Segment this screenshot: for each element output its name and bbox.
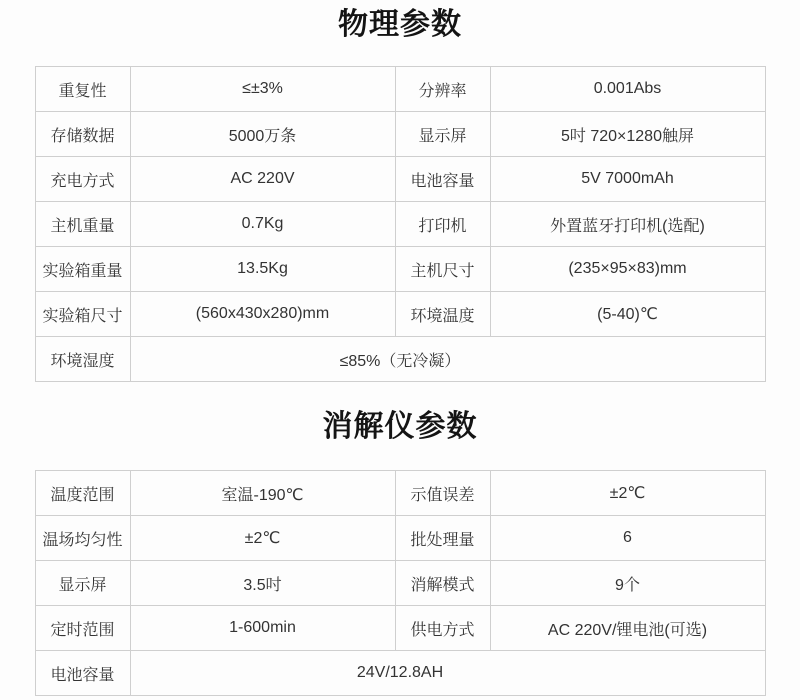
spec-value-cell: AC 220V xyxy=(130,157,395,202)
table-row xyxy=(35,471,765,516)
spec-label-cell: 环境湿度 xyxy=(35,337,130,382)
spec-label-cell: 显示屏 xyxy=(35,561,130,606)
table-row xyxy=(35,292,765,337)
spec-value-cell-merged: ≤85%（无冷凝） xyxy=(130,337,765,382)
spec-label-cell: 实验箱重量 xyxy=(35,247,130,292)
spec-value-cell-merged: 24V/12.8AH xyxy=(130,651,765,696)
spec-value-cell: 1-600min xyxy=(130,606,395,651)
table-row xyxy=(35,157,765,202)
spec-label-cell: 供电方式 xyxy=(395,606,490,651)
spec-value-cell: ±2℃ xyxy=(130,516,395,561)
spec-value-cell: (235×95×83)mm xyxy=(490,247,765,292)
spec-label-cell: 批处理量 xyxy=(395,516,490,561)
digester-params-table xyxy=(35,470,766,696)
table-row xyxy=(35,202,765,247)
spec-value-cell: ±2℃ xyxy=(490,471,765,516)
spec-value-cell: 3.5吋 xyxy=(130,561,395,606)
spec-value-cell: 0.001Abs xyxy=(490,67,765,112)
spec-value-cell: 外置蓝牙打印机(选配) xyxy=(490,202,765,247)
spec-label-cell: 主机尺寸 xyxy=(395,247,490,292)
spec-label-cell: 显示屏 xyxy=(395,112,490,157)
table-row xyxy=(35,561,765,606)
table-row xyxy=(35,67,765,112)
spec-value-cell: AC 220V/锂电池(可选) xyxy=(490,606,765,651)
section-title-digester-params: 消解仪参数 xyxy=(322,410,478,443)
spec-label-cell: 环境温度 xyxy=(395,292,490,337)
spec-value-cell: 室温-190℃ xyxy=(130,471,395,516)
spec-label-cell: 重复性 xyxy=(35,67,130,112)
spec-label-cell: 定时范围 xyxy=(35,606,130,651)
spec-label-cell: 打印机 xyxy=(395,202,490,247)
spec-label-cell: 分辨率 xyxy=(395,67,490,112)
spec-label-cell: 示值误差 xyxy=(395,471,490,516)
spec-label-cell: 充电方式 xyxy=(35,157,130,202)
spec-value-cell: 6 xyxy=(490,516,765,561)
spec-value-cell: (560x430x280)mm xyxy=(130,292,395,337)
spec-label-cell: 电池容量 xyxy=(35,651,130,696)
table-row-merged xyxy=(35,337,765,382)
spec-label-cell: 存储数据 xyxy=(35,112,130,157)
spec-value-cell: 13.5Kg xyxy=(130,247,395,292)
physical-params-table xyxy=(35,66,766,382)
spec-value-cell: 0.7Kg xyxy=(130,202,395,247)
spec-label-cell: 温度范围 xyxy=(35,471,130,516)
spec-label-cell: 电池容量 xyxy=(395,157,490,202)
spec-label-cell: 实验箱尺寸 xyxy=(35,292,130,337)
spec-label-cell: 消解模式 xyxy=(395,561,490,606)
spec-value-cell: 5000万条 xyxy=(130,112,395,157)
section-title-physical-params: 物理参数 xyxy=(338,8,462,41)
table-row xyxy=(35,247,765,292)
spec-value-cell: 5V 7000mAh xyxy=(490,157,765,202)
table-row-merged xyxy=(35,651,765,696)
spec-value-cell: ≤±3% xyxy=(130,67,395,112)
spec-label-cell: 主机重量 xyxy=(35,202,130,247)
spec-value-cell: 5吋 720×1280触屏 xyxy=(490,112,765,157)
table-row xyxy=(35,516,765,561)
spec-value-cell: (5-40)℃ xyxy=(490,292,765,337)
spec-value-cell: 9个 xyxy=(490,561,765,606)
table-row xyxy=(35,112,765,157)
spec-label-cell: 温场均匀性 xyxy=(35,516,130,561)
table-row xyxy=(35,606,765,651)
